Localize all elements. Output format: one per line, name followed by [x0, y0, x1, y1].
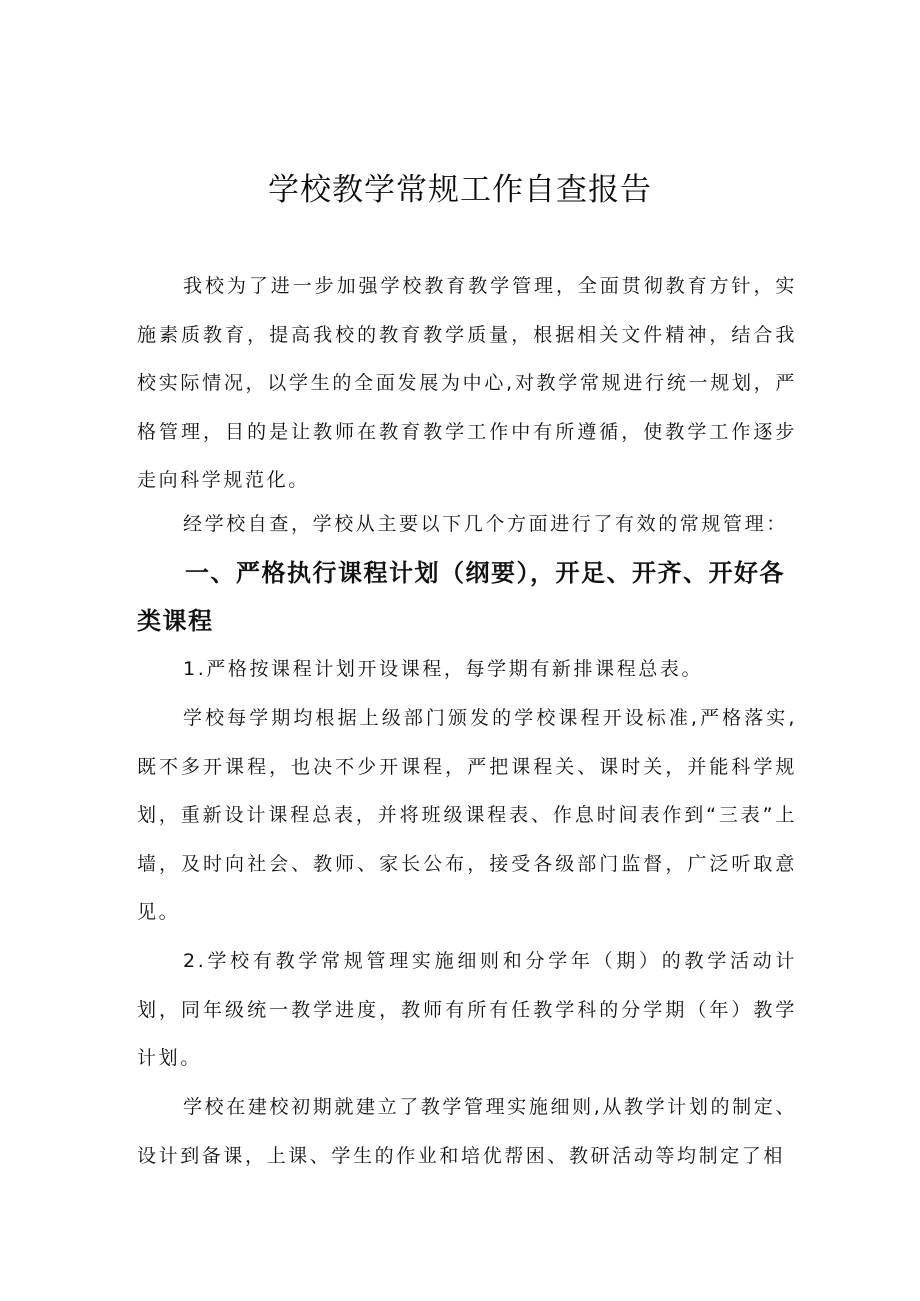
item-2-detail-paragraph: 学校在建校初期就建立了教学管理实施细则,从教学计划的制定、设计到备课，上课、学生的作业和培优帮困、教研活动等均制定了相 [137, 1096, 797, 1167]
item-1-paragraph: 1.严格按课程计划开设课程，每学期有新排课程总表。 [183, 658, 704, 680]
item-1-detail-paragraph: 学校每学期均根据上级部门颁发的学校课程开设标准,严格落实,既不多开课程，也决不少开课程，严把课程关、课时关，并能科学规划，重新设计课程总表，并将班级课程表、作息时间表作到“三表”上墙，及时向社会、教师、家长公布，接受各级部门监督，广泛听取意见。 [137, 707, 797, 923]
item-2-paragraph: 2.学校有教学常规管理实施细则和分学年（期）的教学活动计划，同年级统一教学进度，教师有所有任教学科的分学期（年）教学计划。 [137, 950, 797, 1069]
document-title: 学校教学常规工作自查报告 [268, 172, 652, 208]
intro-paragraph: 我校为了进一步加强学校教育教学管理，全面贯彻教育方针，实施素质教育，提高我校的教育教学质量，根据相关文件精神，结合我校实际情况，以学生的全面发展为中心,对教学常规进行统一规划，严格管理，目的是让教师在教育教学工作中有所遵循，使教学工作逐步走向科学规范化。 [137, 275, 797, 491]
section-heading-1: 一、严格执行课程计划（纲要），开足、开齐、开好各类课程 [137, 559, 785, 635]
summary-paragraph: 经学校自查，学校从主要以下几个方面进行了有效的常规管理： [183, 513, 788, 535]
